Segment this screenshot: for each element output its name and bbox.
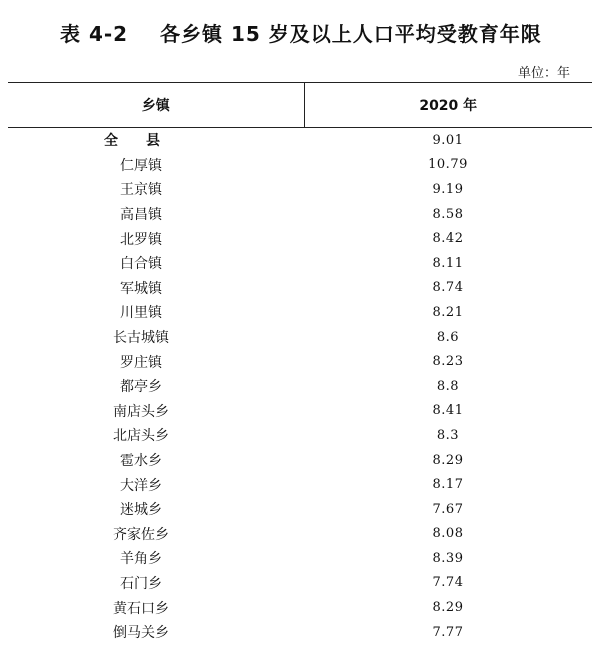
table-row: [8, 497, 592, 522]
education-years-value: 8.74: [432, 280, 464, 296]
table-row: [8, 226, 592, 251]
table-row: [8, 153, 592, 178]
column-header-township: 乡镇: [8, 83, 304, 128]
table-number: 表 4-2: [60, 22, 129, 46]
township-name: 迷城乡: [120, 502, 162, 519]
township-name: 全县: [104, 133, 188, 150]
education-years-value: 9.19: [432, 181, 464, 197]
education-years-value: 8.6: [436, 329, 460, 345]
table-row: [8, 128, 592, 153]
township-name: 仁厚镇: [120, 157, 162, 174]
education-years-value: 8.17: [432, 477, 464, 493]
education-years-value: 8.29: [432, 452, 464, 468]
township-name: 大洋乡: [120, 477, 162, 494]
table-row: [8, 522, 592, 547]
table-row: [8, 374, 592, 399]
table-row: [8, 399, 592, 424]
education-years-value: 7.67: [432, 501, 464, 517]
education-years-value: 8.29: [432, 600, 464, 616]
education-years-value: 8.23: [432, 354, 464, 370]
township-name: 北店头乡: [113, 428, 169, 445]
education-years-value: 9.01: [432, 132, 464, 148]
table-row: [8, 251, 592, 276]
township-name: 高昌镇: [120, 207, 162, 224]
township-name: 长古城镇: [113, 330, 169, 347]
education-years-value: 10.79: [428, 157, 468, 173]
table-row: [8, 595, 592, 620]
table-row: [8, 325, 592, 350]
township-name: 黄石口乡: [113, 600, 169, 617]
education-years-value: 7.74: [432, 575, 464, 591]
table-row: [8, 300, 592, 325]
education-years-value: 8.3: [436, 427, 460, 443]
education-years-value: 8.08: [432, 526, 464, 542]
township-name: 都亭乡: [120, 379, 162, 396]
header-row: [8, 83, 592, 128]
township-name: 白合镇: [120, 256, 162, 273]
education-years-table: [8, 82, 592, 644]
table-row: [8, 546, 592, 571]
education-years-value: 7.77: [432, 624, 464, 640]
table-row: [8, 202, 592, 227]
township-name: 羊角乡: [120, 551, 162, 568]
township-name: 北罗镇: [120, 231, 162, 248]
table-row: [8, 276, 592, 301]
education-years-value: 8.58: [432, 206, 464, 222]
township-name: 罗庄镇: [120, 354, 162, 371]
township-name: 雹水乡: [120, 453, 162, 470]
table-title-text: 各乡镇 15 岁及以上人口平均受教育年限: [160, 22, 542, 46]
table-row: [8, 423, 592, 448]
table-row: [8, 177, 592, 202]
township-name: 石门乡: [120, 575, 162, 592]
township-name: 倒马关乡: [113, 625, 169, 642]
township-name: 王京镇: [120, 182, 162, 199]
education-years-value: 8.41: [432, 403, 464, 419]
township-name: 川里镇: [120, 305, 162, 322]
column-header-2020: 2020 年: [304, 83, 592, 128]
table-title: [0, 18, 600, 48]
township-name: 齐家佐乡: [113, 526, 169, 543]
township-name: 军城镇: [120, 280, 162, 297]
unit-label: 单位：年: [517, 66, 570, 81]
education-years-value: 8.8: [436, 378, 460, 394]
township-name: 南店头乡: [113, 403, 169, 420]
education-years-value: 8.39: [432, 550, 464, 566]
table-row: [8, 620, 592, 645]
table-row: [8, 448, 592, 473]
table-row: [8, 571, 592, 596]
table-row: [8, 349, 592, 374]
table-row: [8, 472, 592, 497]
education-years-value: 8.42: [432, 231, 464, 247]
education-years-value: 8.21: [432, 304, 464, 320]
table-body: [8, 128, 592, 645]
education-years-value: 8.11: [432, 255, 464, 271]
